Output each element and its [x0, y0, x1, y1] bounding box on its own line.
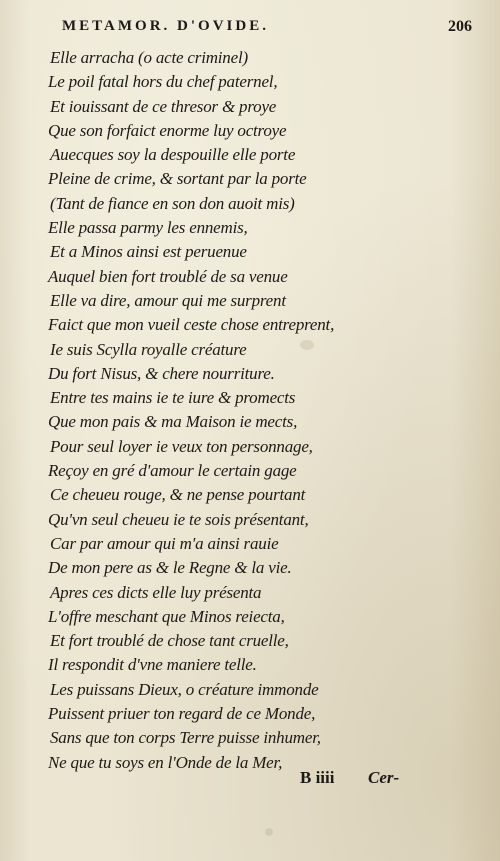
verse-line: Et a Minos ainsi est peruenue [50, 242, 247, 262]
verse-line: Du fort Nisus, & chere nourriture. [48, 363, 275, 383]
page-footer [0, 768, 500, 798]
verse-line: Pour seul loyer ie veux ton personnage, [50, 436, 313, 456]
verse-line: Et iouissant de ce thresor & proye [50, 96, 277, 116]
page-number: 206 [448, 18, 472, 35]
verse-line: Qu'vn seul cheueu ie te sois présentant, [48, 509, 309, 529]
verse-line: L'offre meschant que Minos reiecta, [48, 606, 285, 626]
verse-line: Ne que tu soys en l'Onde de la Mer, [48, 752, 283, 772]
verse-line: (Tant de fiance en son don auoit mis) [50, 193, 295, 213]
verse-line: Et fort troublé de chose tant cruelle, [50, 631, 289, 651]
catchword: Cer- [368, 768, 400, 787]
running-head: METAMOR. D'OVIDE. [62, 18, 269, 34]
verse-line: Puissent priuer ton regard de ce Monde, [48, 704, 316, 724]
verse-list [48, 46, 468, 775]
verse-line: Apres ces dicts elle luy présenta [50, 582, 262, 602]
verse-line: Que son forfaict enorme luy octroye [48, 120, 287, 140]
verse-line: Elle arracha (o acte criminel) [50, 48, 248, 67]
verse-line: Il respondit d'vne maniere telle. [48, 655, 257, 675]
verse-line: De mon pere as & le Regne & la vie. [48, 558, 292, 578]
verse-line: Ie suis Scylla royalle créature [50, 339, 247, 359]
verse-line: Ce cheueu rouge, & ne pense pourtant [50, 485, 306, 505]
signature-mark: B iiii [300, 768, 335, 787]
verse-line: Auquel bien fort troublé de sa venue [48, 266, 288, 286]
verse-line: Les puissans Dieux, o créature immonde [50, 679, 319, 699]
verse-line: Auecques soy la despouille elle porte [50, 145, 296, 165]
verse-line: Que mon pais & ma Maison ie mects, [48, 412, 298, 432]
verse-line: Elle passa parmy les ennemis, [48, 218, 248, 238]
page-header [62, 18, 482, 42]
verse-line: Pleine de crime, & sortant par la porte [48, 169, 307, 189]
verse-line: Car par amour qui m'a ainsi rauie [50, 533, 279, 553]
verse-line: Reçoy en gré d'amour le certain gage [48, 461, 297, 481]
verse-line: Sans que ton corps Terre puisse inhumer, [50, 728, 321, 748]
verse-line: Faict que mon vueil ceste chose entreprent, [48, 315, 335, 335]
verse-line: Le poil fatal hors du chef paternel, [48, 72, 278, 92]
verse-line: Elle va dire, amour qui me surprent [50, 290, 286, 310]
verse-line: Entre tes mains ie te iure & promects [50, 388, 296, 408]
paper-stain [265, 828, 273, 836]
